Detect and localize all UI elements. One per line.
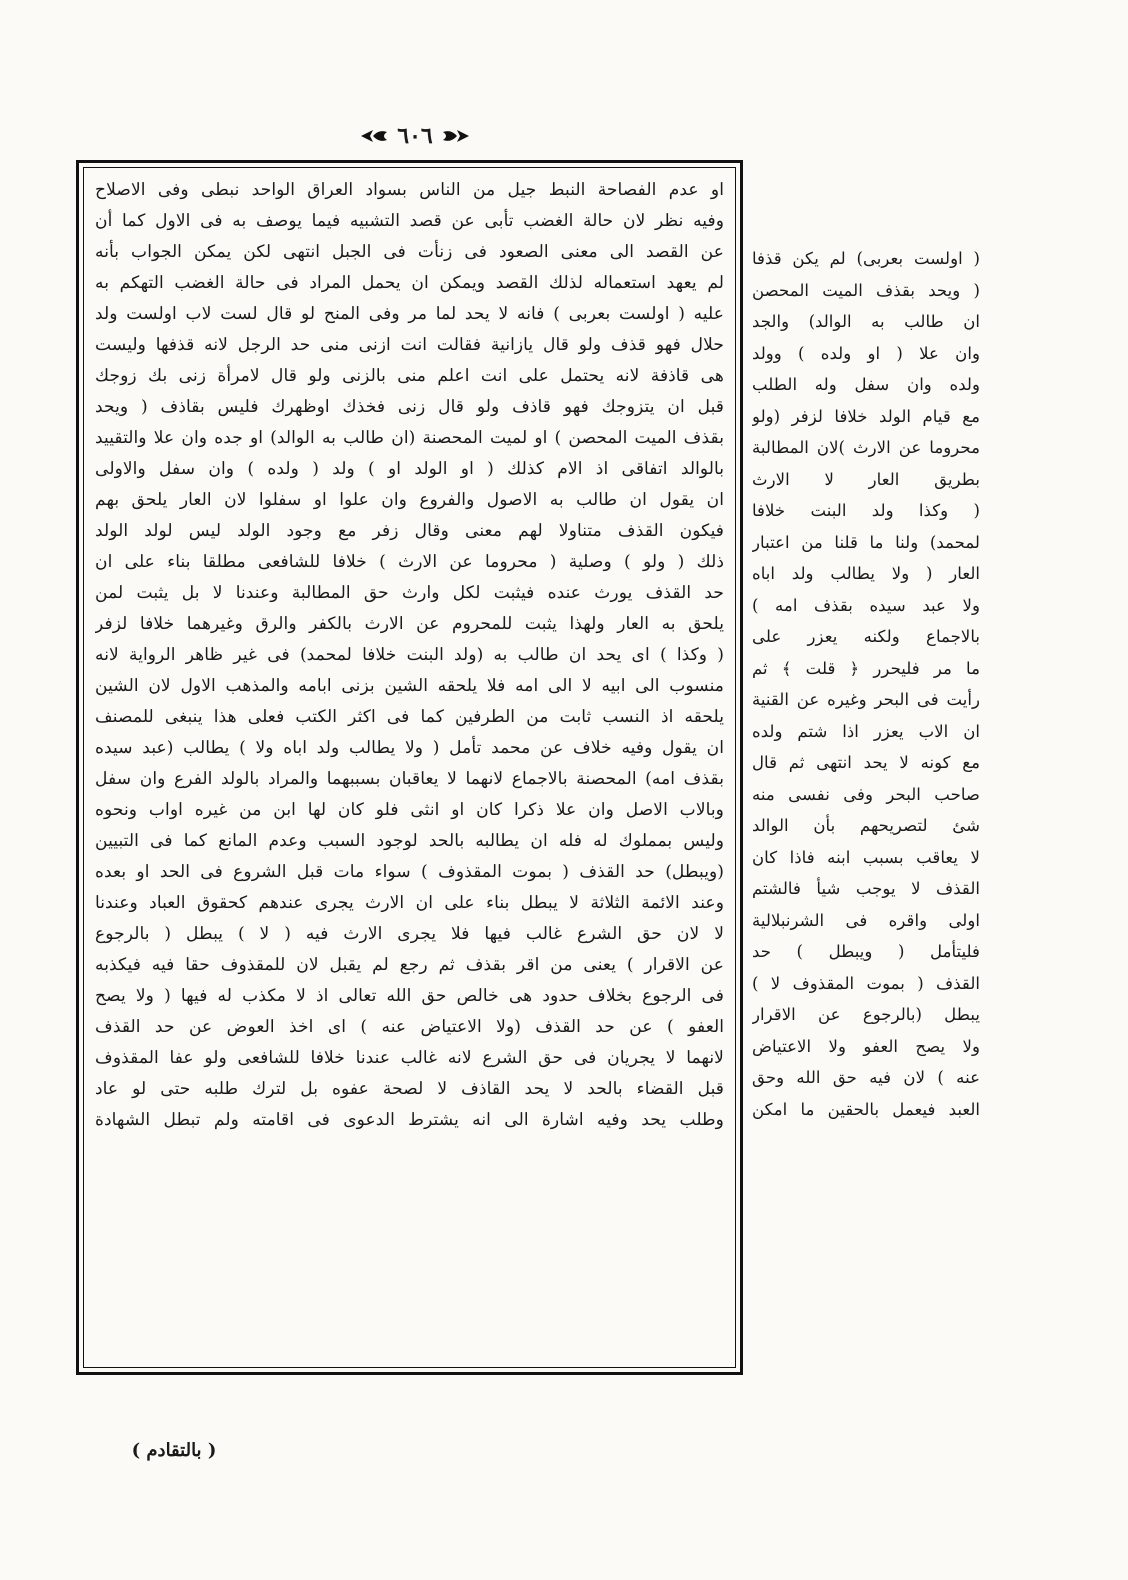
right-ornament-icon [441,127,471,145]
margin-text-line: ان طالب به الوالد) والجد [752,312,980,331]
main-text-line: ان يقول وفيه خلاف عن محمد تأمل ( ولا يطالب ولد اباه ولا ) يطالب (عبد سيده [95,738,724,758]
main-text-line: او عدم الفصاحة النبط جيل من الناس بسواد العراق الواحد نبطى وفى الاصلاح [95,180,724,200]
margin-text-line: ولا عبد سيده بقذف امه ) [752,595,980,615]
main-text-line: بالوالد اتفاقى اذ الام كذلك ( او الولد او ) ولد ( ولده ) وان سفل والاولى [95,459,724,479]
main-text-line: يلحق به العار ولهذا يثبت للمحروم عن الارث بالكفر والرق وغيرهما خلافا لزفر [95,614,724,634]
main-text-line: وفيه نظر لان حالة الغضب تأبى عن قصد التشبيه فيما يوصف به فى الاول كما أن [95,211,724,231]
margin-text-line: عنه ) لان فيه حق الله وحق [752,1068,980,1087]
margin-text-line: ( ويحد بقذف الميت المحصن [752,280,980,300]
main-text-line: بقذف امه) المحصنة بالاجماع لانهما لا يعاقبان بسببهما والمراد بالولد الفرع وان سفل [95,769,724,789]
main-text-line: وبالاب الاصل وان علا ذكرا كان او انثى فلو كان لها ابن من غيره اواب ونحوه [95,800,724,820]
margin-commentary-column [752,243,980,1125]
margin-text-line: صاحب البحر وفى نفسى منه [752,784,980,804]
main-text-line: عليه ( اولست بعربى ) فانه لا يحد لما مر وفى المنح لو قال لست لاب اولست ولد [95,304,724,324]
main-text-line: قبل ان يتزوجك فهو قاذف ولو قال زنى فخذك اوظهرك فليس بقاذف ( ويحد [95,397,724,417]
main-text-line: فى الرجوع بخلاف حدود هى خالص حق الله تعالى اذ لا مكذب له فيها ( ولا يصح [95,986,724,1006]
margin-text-line: شئ لتصريحهم بأن الوالد [752,816,980,835]
main-text-line: منسوب الى ابيه لا الى امه فلا يلحقه الشين بزنى ابامه والمذهب الاول لان الشين [95,676,724,696]
main-text-line: وعند الائمة الثلاثة لا يبطل بناء على ان الارث يجرى عندهم كحقوق العباد وعندنا [95,893,724,913]
margin-text-line: يبطل (بالرجوع عن الاقرار [752,1005,980,1024]
margin-text-line: بطريق العار لا الارث [752,469,980,489]
margin-text-line: بالاجماع ولكنه يعزر على [752,627,980,646]
margin-text-line: فليتأمل ( ويبطل ) حد [752,942,980,961]
margin-text-line: وان علا ( او ولده ) وولد [752,343,980,363]
main-text-line: ذلك ( ولو ) وصلية ( محروما عن الارث ) خلافا للشافعى مطلقا بناء على ان [95,552,724,572]
margin-text-line: اولى واقره فى الشرنبلالية [752,910,980,930]
margin-text-line: لمحمد) ولنا ما قلنا من اعتبار [752,532,980,552]
margin-text-line: العبد فيعمل بالحقين ما امكن [752,1099,980,1119]
margin-text-line: ولا يصح العفو ولا الاعتياض [752,1036,980,1056]
margin-text-line: القذف ( بموت المقذوف لا ) [752,973,980,993]
main-text-line: لم يعهد استعماله لذلك القصد ويمكن ان يحمل المراد فى حالة الغضب التهكم به [95,273,724,293]
main-text-line: يلحقه اذ النسب ثابت من الطرفين كما فى اكثر الكتب فعلى هذا ينبغى للمصنف [95,707,724,727]
main-text-line: فيكون القذف متناولا لهم معنى وقال زفر مع وجود الولد ليس لولد الولد [95,521,724,541]
footer-catchword: ( بالتقادم ) [131,1440,217,1461]
main-text-line: قبل القضاء بالحد لا يحد القاذف لا لصحة عفوه بل لترك طلبه حتى لو عاد [95,1079,724,1099]
main-text-line: حلال فهو قذف ولو قال يازانية فقالت انت ازنى منى حد الرجل لانه قذفها وليست [95,335,724,355]
main-text-block [95,175,724,1136]
margin-text-line: مع كونه لا يحد انتهى ثم قال [752,753,980,772]
main-text-line: ( وكذا ) اى يحد ان طالب به (ولد البنت خلافا لمحمد) فى غير ظاهر الرواية لانه [95,645,724,665]
main-text-line: وليس بمملوك له فله ان يطالبه بالحد لوجود السبب وعدم المانع كما فى التبيين [95,831,724,851]
main-text-line: وطلب يحد وفيه اشارة الى انه يشترط الدعوى فى اقامته ولم تبطل الشهادة [95,1110,724,1130]
page-header [340,118,490,154]
main-text-line: لانهما لا يجريان فى حق الشرع لانه غالب عندنا خلافا للشافعى ولو عفا المقذوف [95,1048,724,1068]
margin-text-line: رأيت فى البحر وغيره عن القنية [752,690,980,709]
main-text-line: حد القذف يورث عنده فيثبت لكل وارث حق المطالبة وعندنا لا بل يثبت لمن [95,583,724,603]
main-text-line: ان يقول ان طالب به الاصول والفروع وان علوا او سفلوا لان العار يلحق بهم [95,490,724,510]
main-text-line: هى قاذفة لانه يحتمل على انت اعلم منى بالزنى ولو قال لامرأة زنى بك زوجك [95,366,724,386]
main-text-line: (ويبطل) حد القذف ( بموت المقذوف ) سواء مات قبل الشروع فى الحد او بعده [95,862,724,882]
margin-text-line: ولده وان سفل وله الطلب [752,375,980,394]
margin-text-line: لا يعاقب بسبب ابنه فاذا كان [752,847,980,867]
main-text-frame [76,160,743,1375]
main-text-line: لا لان حق الشرع غالب فيها فلا يجرى الارث فيه ( لا ) يبطل ( بالرجوع [95,924,724,944]
margin-text-line: العار ( ولا يطالب ولد اباه [752,564,980,583]
main-text-line: العفو ) عن حد القذف (ولا الاعتياض عنه ) اى اخذ العوض عن حد القذف [95,1017,724,1037]
main-text-line: عن الاقرار ) يعنى من اقر بقذف ثم رجع لم يقبل لان للمقذوف حقا فيه فيكذبه [95,955,724,975]
margin-text-line: ( اولست بعربى) لم يكن قذفا [752,249,980,268]
main-text-line: بقذف الميت المحصن ) او لميت المحصنة (ان طالب به الوالد) او جده وان علا والتقييد [95,428,724,448]
margin-text-line: محروما عن الارث )لان المطالبة [752,438,980,457]
margin-text-line: ان الاب يعزر اذا شتم ولده [752,721,980,741]
margin-text-line: القذف لا يوجب شيأ فالشتم [752,879,980,898]
page-number: ٦٠٦ [397,123,433,149]
margin-text-line: مع قيام الولد خلافا لزفر (ولو [752,406,980,426]
left-ornament-icon [359,127,389,145]
main-text-line: عن القصد الى معنى الصعود فى زنأت فى الجبل انتهى لكن يمكن الجواب بأنه [95,242,724,262]
margin-text-line: ( وكذا ولد البنت خلافا [752,501,980,520]
margin-text-line: ما مر فليحرر ﴿ قلت ﴾ ثم [752,658,980,678]
